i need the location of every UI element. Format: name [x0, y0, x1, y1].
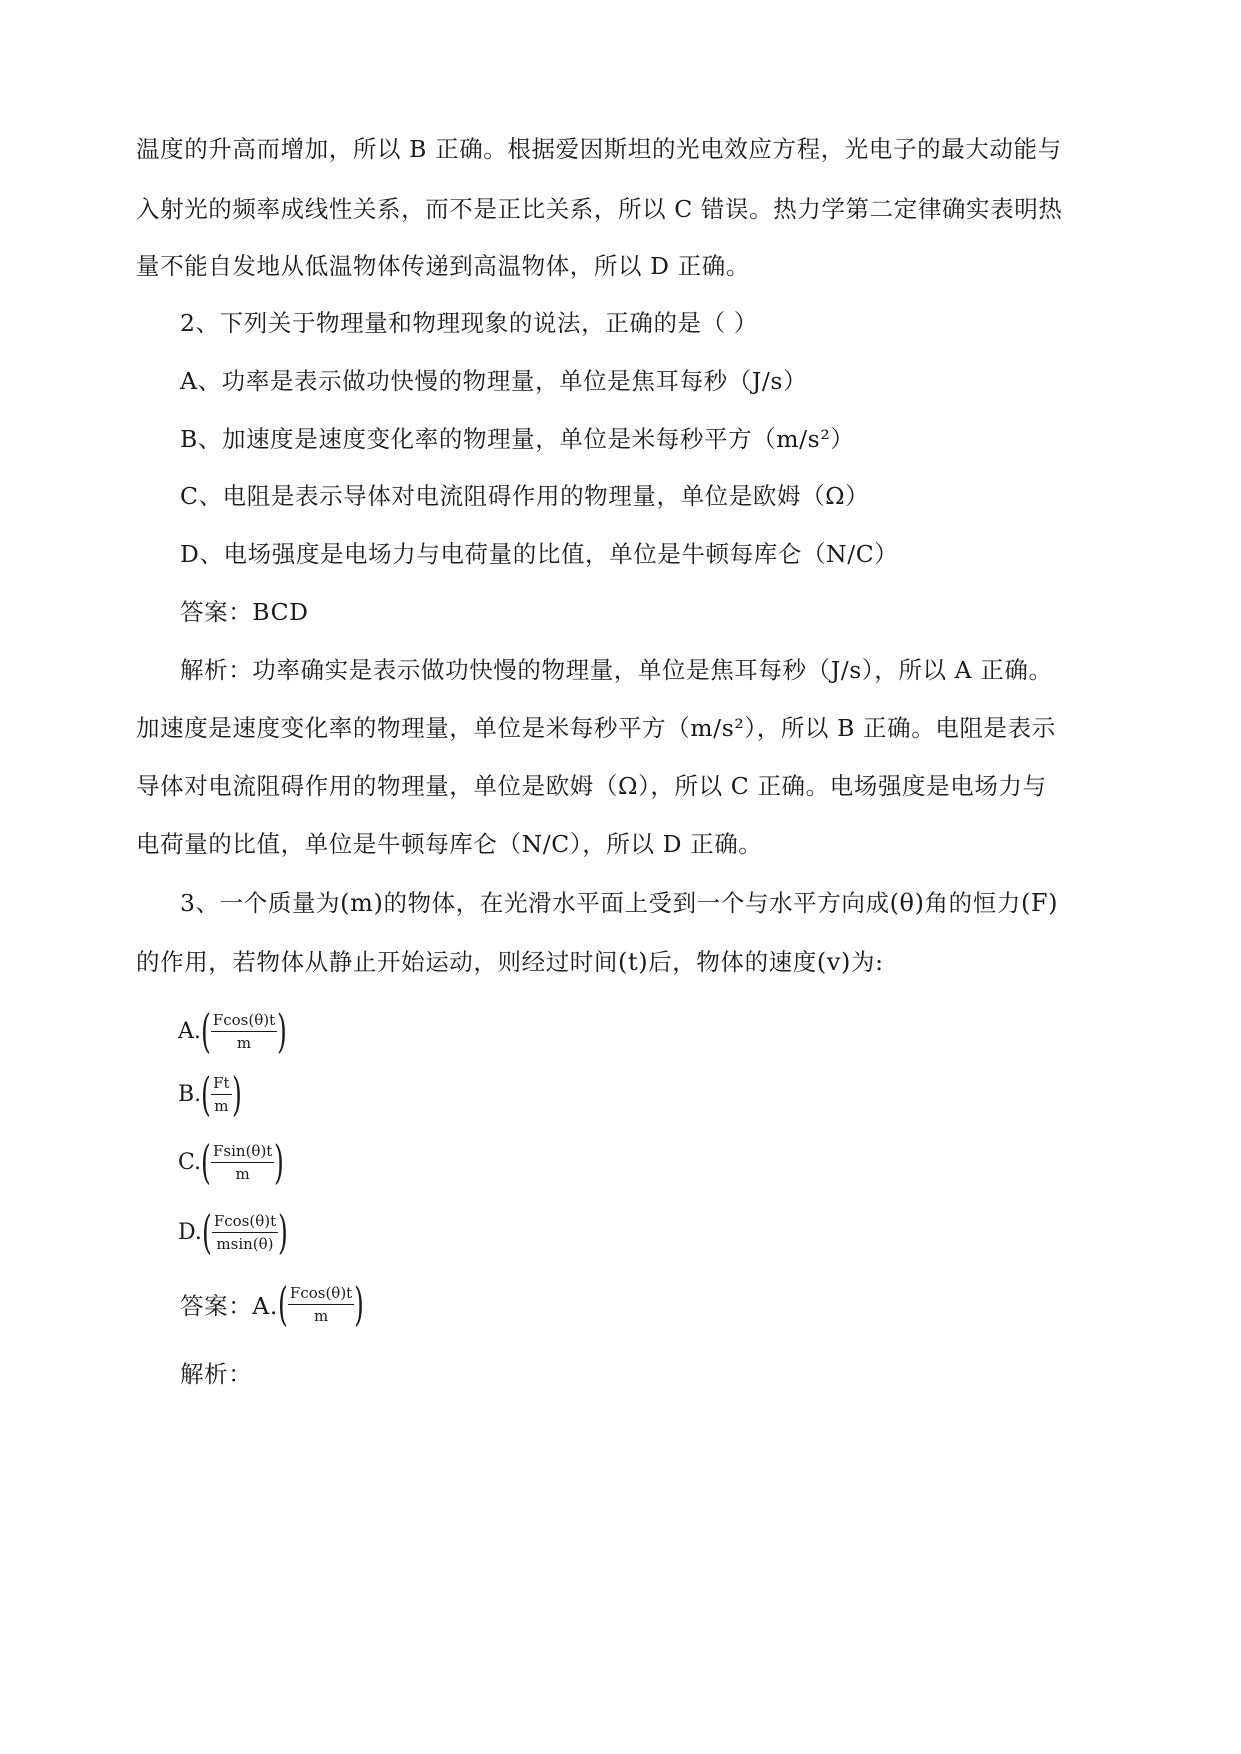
question-3-option-c	[178, 1135, 285, 1189]
variable-F: (F)	[1020, 889, 1059, 917]
variable-v: (v)	[816, 948, 851, 976]
left-paren: (	[201, 1205, 212, 1259]
fraction-denominator: msin(θ)	[216, 1234, 274, 1253]
variable-m: (m)	[340, 889, 384, 917]
question-2-answer: 答案：BCD	[180, 598, 309, 626]
right-paren: )	[274, 1135, 285, 1189]
option-label: A.	[178, 1018, 201, 1044]
right-paren: )	[277, 1004, 288, 1058]
question-3-stem-text: 为:	[850, 948, 884, 976]
left-paren: (	[277, 1277, 288, 1331]
question-2-analysis-line: 导体对电流阻碍作用的物理量，单位是欧姆（Ω），所以 C 正确。电场强度是电场力与	[136, 772, 1047, 800]
question-3-stem-line2	[136, 946, 884, 978]
question-3-stem-text: 3、一个质量为	[180, 889, 341, 917]
fraction-denominator: m	[236, 1033, 252, 1052]
fraction-denominator: m	[313, 1306, 329, 1325]
paragraph-line: 温度的升高而增加，所以 B 正确。根据爱因斯坦的光电效应方程，光电子的最大动能与	[136, 135, 1062, 163]
answer-label: 答案：A.	[180, 1292, 278, 1320]
right-paren: )	[354, 1277, 365, 1331]
variable-theta: (θ)	[889, 889, 925, 917]
question-3-option-d	[178, 1205, 289, 1259]
fraction-numerator: Fcos(θ)t	[289, 1283, 353, 1302]
question-2-analysis-line: 电荷量的比值，单位是牛顿每库仑（N/C），所以 D 正确。	[136, 830, 763, 858]
left-paren: (	[200, 1004, 211, 1058]
fraction-numerator: Fsin(θ)t	[213, 1141, 273, 1160]
fraction-denominator: m	[214, 1096, 229, 1115]
left-paren: (	[201, 1067, 212, 1121]
question-3-option-b	[178, 1067, 242, 1121]
fraction	[210, 1211, 280, 1254]
question-3-analysis: 解析：	[180, 1360, 253, 1388]
fraction	[209, 1010, 279, 1053]
fraction	[286, 1283, 356, 1326]
question-2-option-b: B、加速度是速度变化率的物理量，单位是米每秒平方（m/s²）	[180, 425, 855, 453]
question-2-option-d: D、电场强度是电场力与电荷量的比值，单位是牛顿每库仑（N/C）	[180, 540, 899, 568]
option-label: D.	[178, 1219, 202, 1245]
question-3-option-a	[178, 1004, 288, 1058]
fraction	[209, 1141, 276, 1184]
question-3-answer	[180, 1277, 365, 1331]
question-3-stem-text: 的物体，在光滑水平面上受到一个与水平方向成	[383, 889, 890, 917]
question-3-stem-text: 角的恒力	[924, 889, 1021, 917]
question-3-stem-text: 后，物体的速度	[648, 948, 817, 976]
question-2-option-c: C、电阻是表示导体对电流阻碍作用的物理量，单位是欧姆（Ω）	[180, 482, 870, 510]
question-2-stem: 2、下列关于物理量和物理现象的说法，正确的是（ ）	[180, 309, 758, 337]
variable-t: (t)	[618, 948, 649, 976]
question-3-stem-text: 的作用，若物体从静止开始运动，则经过时间	[136, 948, 618, 976]
fraction-numerator: Fcos(θ)t	[213, 1211, 277, 1230]
question-2-option-a: A、功率是表示做功快慢的物理量，单位是焦耳每秒（J/s）	[180, 367, 808, 395]
fraction	[209, 1073, 233, 1116]
question-2-analysis-line: 加速度是速度变化率的物理量，单位是米每秒平方（m/s²），所以 B 正确。电阻是表示	[136, 714, 1056, 742]
fraction-numerator: Ft	[213, 1073, 230, 1092]
option-label: B.	[178, 1081, 202, 1107]
left-paren: (	[201, 1135, 211, 1189]
question-3-stem-line1	[180, 887, 1058, 919]
paragraph-line: 量不能自发地从低温物体传递到高温物体，所以 D 正确。	[136, 252, 750, 280]
paragraph-line: 入射光的频率成线性关系，而不是正比关系，所以 C 错误。热力学第二定律确实表明热	[136, 195, 1063, 223]
right-paren: )	[278, 1205, 289, 1259]
option-label: C.	[178, 1149, 202, 1175]
fraction-numerator: Fcos(θ)t	[212, 1010, 276, 1029]
right-paren: )	[231, 1067, 242, 1121]
fraction-denominator: m	[235, 1164, 250, 1183]
question-2-analysis-line: 解析：功率确实是表示做功快慢的物理量，单位是焦耳每秒（J/s），所以 A 正确。	[180, 656, 1053, 684]
